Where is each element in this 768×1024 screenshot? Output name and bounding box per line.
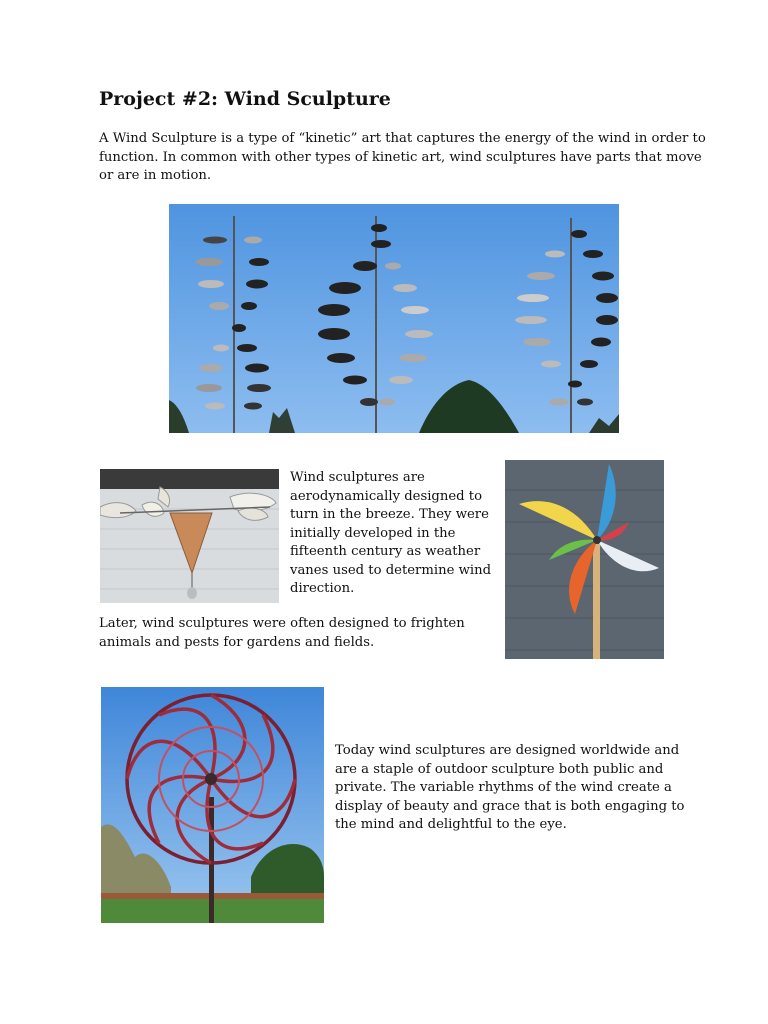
today-paragraph — [335, 742, 685, 835]
text-line: turn in the breeze. They were — [290, 507, 489, 522]
design-paragraph — [290, 469, 500, 599]
intro-line: A Wind Sculpture is a type of “kinetic” art that captures the energy of the wind in order to — [99, 131, 706, 146]
helix-sculptures-photo — [169, 204, 619, 433]
pinwheel-photo — [505, 460, 664, 659]
text-line: animals and pests for gardens and fields. — [99, 634, 375, 650]
page-title: Project #2: Wind Sculpture — [99, 88, 391, 110]
spinner-sculpture-photo — [101, 687, 324, 923]
text-line: Today wind sculptures are designed worldwide and — [335, 743, 680, 758]
intro-line: or are in motion. — [99, 168, 212, 183]
text-line: the mind and delightful to the eye. — [335, 817, 567, 832]
text-line: Wind sculptures are — [290, 470, 425, 485]
intro-paragraph — [99, 130, 706, 186]
text-line: fifteenth century as weather — [290, 544, 481, 559]
text-line: initially developed in the — [290, 525, 456, 541]
text-line: aerodynamically designed to — [290, 488, 483, 504]
vane-sculpture-photo — [100, 469, 279, 603]
later-paragraph — [99, 615, 479, 652]
text-line: direction. — [290, 581, 355, 596]
text-line: are a staple of outdoor sculpture both public and — [335, 761, 664, 777]
text-line: Later, wind sculptures were often designed to frighten — [99, 616, 465, 631]
text-line: private. The variable rhythms of the wind create a — [335, 780, 672, 795]
text-line: vanes used to determine wind — [290, 562, 492, 578]
intro-line: function. In common with other types of kinetic art, wind sculptures have parts that move — [99, 149, 702, 165]
text-line: display of beauty and grace that is both engaging to — [335, 798, 685, 814]
